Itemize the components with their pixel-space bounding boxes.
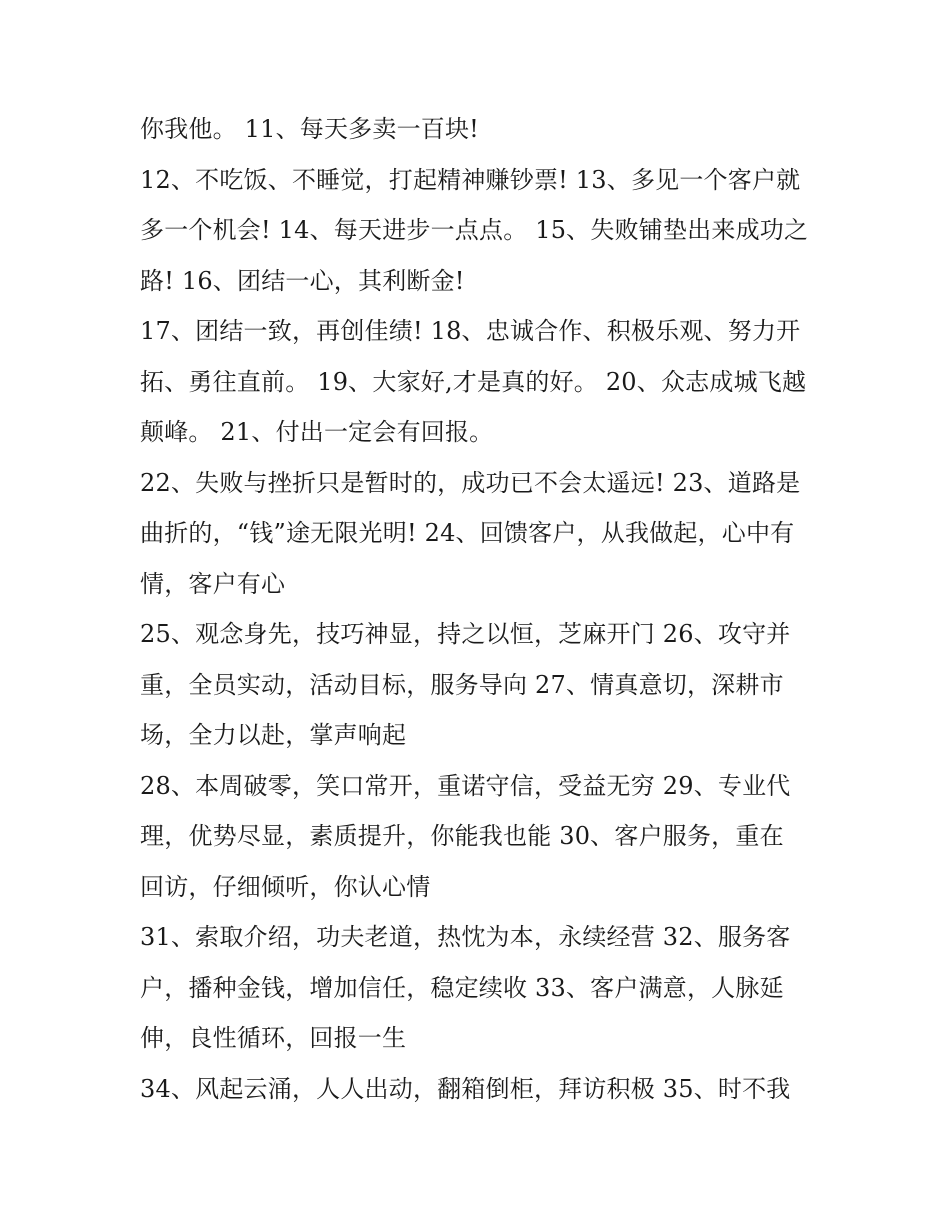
text-line: 28、本周破零，笑口常开，重诺守信，受益无穷 29、专业代 xyxy=(140,771,791,800)
text-line: 颠峰。 21、付出一定会有回报。 xyxy=(140,418,494,446)
text-line: 25、观念身先，技巧神显，持之以恒，芝麻开门 26、攻守并 xyxy=(140,620,791,648)
text-line: 31、索取介绍，功夫老道，热忱为本，永续经营 32、服务客 xyxy=(140,923,791,951)
text-line: 情，客户有心 xyxy=(140,569,286,598)
text-line: 路! 16、团结一心，其利断金! xyxy=(140,266,465,295)
text-line: 回访，仔细倾听，你认心情 xyxy=(140,872,431,901)
document-body xyxy=(140,104,810,1114)
text-line: 伸，良性循环，回报一生 xyxy=(140,1024,407,1052)
text-line: 曲折的，“钱”途无限光明! 24、回馈客户，从我做起，心中有 xyxy=(140,519,795,547)
text-line: 17、团结一致，再创佳绩! 18、忠诚合作、积极乐观、努力开 xyxy=(140,317,801,345)
text-line: 重，全员实动，活动目标，服务导向 27、情真意切，深耕市 xyxy=(140,670,784,699)
text-line: 22、失败与挫折只是暂时的，成功已不会太遥远! 23、道路是 xyxy=(140,468,801,497)
text-line: 户，播种金钱，增加信任，稳定续收 33、客户满意，人脉延 xyxy=(140,973,784,1002)
text-line: 12、不吃饭、不睡觉，打起精神赚钞票! 13、多见一个客户就 xyxy=(140,165,801,194)
text-line: 拓、勇往直前。 19、大家好,才是真的好。 20、众志成城飞越 xyxy=(140,367,807,396)
text-line: 理，优势尽显，素质提升，你能我也能 30、客户服务，重在 xyxy=(140,822,784,850)
text-line: 场，全力以赴，掌声响起 xyxy=(140,721,407,749)
text-line: 34、风起云涌，人人出动，翻箱倒柜，拜访积极 35、时不我 xyxy=(140,1074,791,1103)
text-line: 你我他。 11、每天多卖一百块! xyxy=(140,115,480,143)
text-line: 多一个机会! 14、每天进步一点点。 15、失败铺垫出来成功之 xyxy=(140,216,809,244)
